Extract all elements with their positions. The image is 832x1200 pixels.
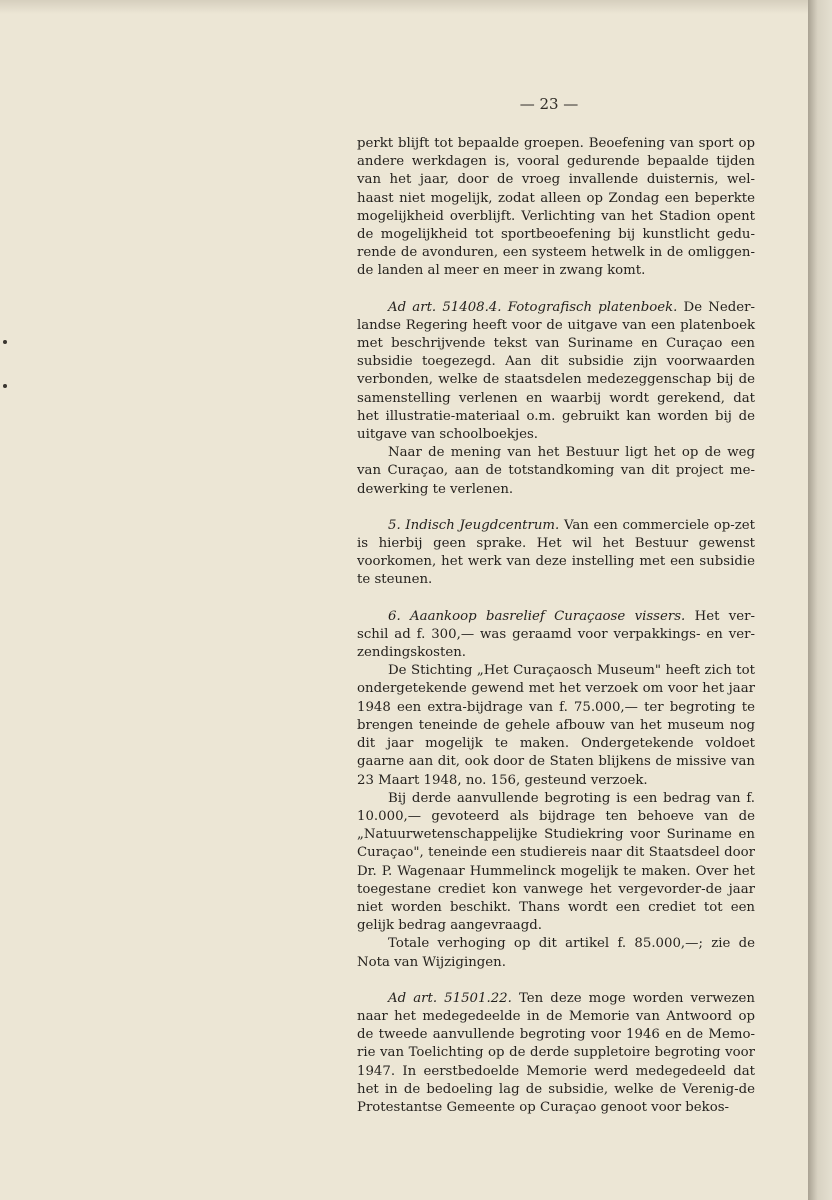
- paragraph-text: Ten deze moge worden verwezen naar het medegedeelde in de Memorie van Antwoord op de tweede aanvullende begroting voor 1946 en de Memo-rie van Toelichting op de derde suppletoire begroting voor 1947. In eerstbedoelde Memorie werd medegedeeld dat het in de bedoeling lag de subsidie, welke de Verenig-de Protestantse Gemeente op Curaçao genoot voor bekos-: [357, 990, 755, 1115]
- paragraph-text: Naar de mening van het Bestuur ligt het op de weg van Curaçao, aan de totstandkoming van dit project me-dewerking te verlenen.: [357, 445, 755, 497]
- section-heading: Ad art. 51408.4. Fotografisch platenboek.: [388, 299, 678, 315]
- paragraph-text: De Stichting „Het Curaçaosch Museum" heeft zich tot ondergetekende gewend met het verzoek om voor het jaar 1948 een extra-bijdrage van f. 75.000,— ter begroting te brengen teneinde de gehele afbouw van het museum nog dit jaar mogelijk te maken. Ondergetekende voldoet gaarne aan dit, ook door de Staten blijkens de missive van 23 Maart 1948, no. 156, gesteund verzoek.: [357, 663, 755, 788]
- page-edge-shadow: [808, 0, 832, 1200]
- paragraph-text: perkt blijft tot bepaalde groepen. Beoefening van sport op andere werkdagen is, vooral gedurende bepaalde tijden van het jaar, door de vroeg invallende duisternis, wel-haast niet mogelijk, zodat alleen op Zondag een beperkte mogelijkheid overblijft. Verlichting van het Stadion opent de mogelijkheid tot sportbeoefening bij kunstlicht gedu-rende de avonduren, een systeem hetwelk in de omliggen-de landen al meer en meer in zwang komt.: [357, 136, 755, 279]
- paragraph-text: Totale verhoging op dit artikel f. 85.000,—; zie de Nota van Wijzigingen.: [357, 936, 755, 970]
- section-heading: 6. Aaankoop basrelief Curaçaose vissers.: [388, 608, 686, 624]
- page-number: — 23 —: [519, 95, 579, 113]
- section-heading: 5. Indisch Jeugdcentrum.: [388, 517, 560, 533]
- paragraph-51501: [357, 990, 755, 1117]
- paragraph-museum: [357, 662, 755, 789]
- section-heading: Ad art. 51501.22.: [388, 990, 512, 1006]
- paragraph-bestuur: [357, 444, 755, 499]
- paragraph-studiekring: [357, 790, 755, 936]
- paragraph-jeugdcentrum: [357, 517, 755, 590]
- body-text: [357, 135, 755, 1117]
- paragraph-basrelief: [357, 608, 755, 663]
- paragraph-platenboek: [357, 299, 755, 445]
- page-top-shadow: [0, 0, 808, 14]
- paragraph-stadion: [357, 135, 755, 281]
- paragraph-text: De Neder-landse Regering heeft voor de uitgave van een platenboek met beschrijvende tekst van Suriname en Curaçao een subsidie toegezegd. Aan dit subsidie zijn voorwaarden verbonden, welke de staatsdelen medezeggenschap bij de samenstelling verlenen en waarbij wordt gerekend, dat het illustratie-materiaal o.m. gebruikt kan worden bij de uitgave van schoolboekjes.: [357, 299, 755, 443]
- paragraph-text: Van een commerciele op-zet is hierbij geen sprake. Het wil het Bestuur gewenst voorkomen, het werk van deze instelling met een subsidie te steunen.: [357, 517, 755, 588]
- paragraph-text: Het ver-schil ad f. 300,— was geraamd voor verpakkings- en ver-zendingskosten.: [357, 608, 756, 661]
- paragraph-text: Bij derde aanvullende begroting is een bedrag van f. 10.000,— gevoteerd als bijdrage ten behoeve van de „Natuurwetenschappelijke Studiekring voor Suriname en Curaçao", teneinde een studiereis naar dit Staatsdeel door Dr. P. Wagenaar Hummelinck mogelijk te maken. Over het toegestane crediet kon vanwege het vergevorder-de jaar niet worden beschikt. Thans wordt een crediet tot een gelijk bedrag aangevraagd.: [357, 790, 755, 934]
- margin-dot: [3, 384, 7, 388]
- paragraph-totale-verhoging: [357, 935, 755, 971]
- margin-dot: [3, 340, 7, 344]
